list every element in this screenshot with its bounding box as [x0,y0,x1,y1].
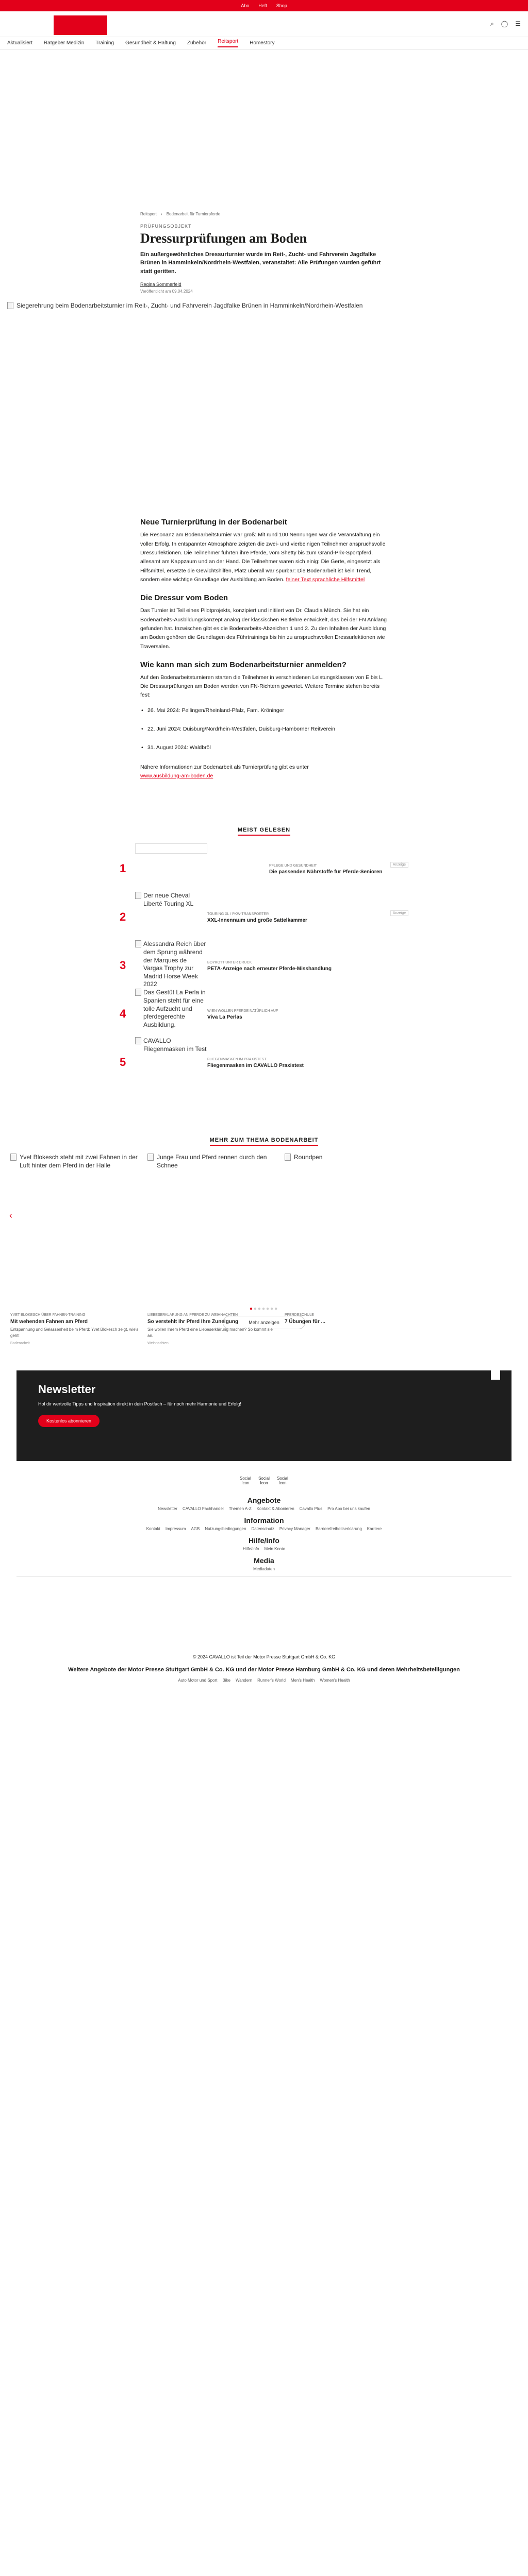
network-link[interactable]: Wandern [235,1678,253,1683]
main-navigation [0,37,528,49]
footer-link[interactable]: Datenschutz [251,1527,274,1532]
social-icon[interactable]: Social Icon [277,1476,288,1486]
related-card[interactable] [10,1154,139,1345]
paragraph: Auf den Bodenarbeitsturnieren starten die Teilnehmer in verschiedenen Leistungsklassen von E bis L. Die Dressurprüfungen am Boden werden von FN-Richtern gewertet. Weitere Termine stehen bereits fest: [140,674,384,699]
network-link[interactable]: Men's Health [290,1678,315,1683]
footer-link[interactable]: Mein Konto [264,1547,286,1552]
article-kicker: PRÜFUNGSOBJEKT [140,224,192,229]
card-kicker: LIEBESERKLÄRUNG AN PFERDE ZU WEIHNACHTEN [147,1313,238,1317]
hero-image [0,300,528,509]
teaser-kicker: BOYKOTT UNTER DRUCK [207,961,252,965]
list-item: • 26. Mai 2024: Pellingen/Rheinland-Pfalz, Fam. Kröninger [140,707,388,714]
hero-image-alt: Siegerehrung beim Bodenarbeitsturnier im Reit-, Zucht- und Fahrverein Jagdfalke Brünen in Hamminkeln/Nordrhein-Westfalen [16,302,363,310]
teaser-title[interactable]: Die passenden Nährstoffe für Pferde-Senioren [269,869,383,875]
footer-link[interactable]: AGB [191,1527,200,1532]
author-link[interactable]: Regina Sommerfeld [140,282,182,287]
external-link[interactable]: www.ausbildung-am-boden.de [140,773,213,779]
newsletter-image [491,1370,500,1380]
rank-number: 2 [120,910,126,924]
card-image: Roundpen [285,1154,414,1236]
footer-links [0,1506,528,1511]
teaser-image [135,843,207,854]
site-logo[interactable] [54,15,107,35]
network-heading: Weitere Angebote der Motor Presse Stuttgart GmbH & Co. KG und der Motor Presse Hamburg GmbH & Co. KG und deren Mehrheitsbeteiligungen [68,1667,460,1673]
card-tag: Bodenarbeit [10,1341,30,1345]
ad-badge: Anzeige [390,910,408,916]
footer-link[interactable]: Kontakt & Abonieren [256,1506,294,1512]
related-card[interactable] [285,1154,414,1325]
broken-image-icon [135,940,141,947]
top-bar [0,0,528,11]
teaser-title[interactable]: PETA-Anzeige nach erneuter Pferde-Misshandlung [207,966,332,972]
list-item: • 31. August 2024: Waldbröl [140,744,388,751]
footer-link[interactable]: Nutzungsbedingungen [205,1527,246,1532]
footer-link[interactable]: Pro Abo bei uns kaufen [327,1506,370,1512]
article-teaser: Ein außergewöhnliches Dressurturnier wurde im Reit-, Zucht- und Fahrverein Jagdfalke Brünen in Hamminkeln/Nordrhein-Westfalen, veranstaltet: Alle Prüfungen wurden geführt statt geritten. [140,251,381,275]
network-link[interactable]: Bike [222,1678,230,1683]
list-item[interactable] [120,940,408,988]
teaser-image: Das Gestüt La Perla in Spanien steht für eine tolle Aufzucht und pferdegerechte Ausbildung. [135,989,207,1025]
nav-item-aktuell[interactable]: Aktualisiert [7,40,32,46]
topbar-link-heft[interactable]: Heft [258,3,267,8]
ad-badge: Anzeige [390,862,408,868]
show-more-button[interactable]: Mehr anzeigen [223,1316,305,1329]
social-links [0,1477,528,1492]
topbar-link-abo[interactable]: Abo [241,3,250,8]
footer-heading: Hilfe/Info [249,1536,279,1545]
social-icon[interactable]: Social Icon [240,1476,251,1486]
newsletter-box [16,1370,512,1461]
network-link[interactable]: Runner's World [257,1678,286,1683]
footer-link[interactable]: Cavallo Plus [299,1506,323,1512]
section-title: MEIST GELESEN [120,827,408,833]
footer-links [0,1527,528,1531]
broken-image-icon [7,302,13,309]
card-title[interactable]: 7 Übungen für ... [285,1319,325,1325]
broken-image-icon [135,989,141,996]
section-heading: Neue Turnierprüfung in der Bodenarbeit [140,518,287,527]
nav-item-reitsport[interactable]: Reitsport [218,39,238,47]
card-image: Junge Frau und Pferd rennen durch den Schnee [147,1154,276,1236]
footer-links [0,1567,528,1571]
social-icon[interactable]: Social Icon [258,1476,270,1486]
teaser-kicker: WIEN WOLLEN PFERDE NATÜRLICH AUF [207,1009,278,1013]
list-item[interactable] [120,892,408,930]
footer-link[interactable]: Mediadaten [253,1567,275,1572]
card-description: Entspannung und Gelassenheit beim Pferd: Yvet Blokesch zeigt, wie's geht! [10,1327,139,1338]
teaser-image: Alessandra Reich über dem Sprung während der Marques de Vargas Trophy zur Madrid Horse Week 2022 [135,940,207,976]
footer-link[interactable]: Newsletter [158,1506,177,1512]
nav-item-gesundheit[interactable]: Gesundheit & Haltung [125,40,176,46]
rank-number: 1 [120,862,126,875]
card-description: Sie wollen Ihrem Pferd eine Liebeserklärung machen? So kommt sie an. [147,1327,273,1338]
carousel-dots[interactable]: ●●●●●●● [249,1306,279,1312]
paragraph: Nähere Informationen zur Bodenarbeit als Turnierprüfung gibt es unter www.ausbildung-am-boden.de [140,764,309,779]
broken-image-icon [10,1154,16,1161]
teaser-kicker: PFLEGE UND GESUNDHEIT [269,864,317,868]
page-title: Dressurprüfungen am Boden [140,231,307,246]
rank-number: 5 [120,1056,126,1069]
footer-link[interactable]: Hilfe/Info [242,1547,259,1552]
card-tag: Weihnachten [147,1341,169,1345]
date-list [140,707,388,751]
card-kicker: PFERDESCHULE [285,1313,314,1317]
most-read-section [120,827,408,1075]
card-title[interactable]: Mit wehenden Fahnen am Pferd [10,1319,88,1325]
teaser-title[interactable]: Fliegenmasken im CAVALLO Praxistest [207,1063,304,1069]
rank-number: 4 [120,1007,126,1021]
teaser-image: Der neue Cheval Liberté Touring XL [135,892,207,928]
teaser-kicker: TOURING XL / PKW-TRANSPORTER [207,912,269,917]
newsletter-text: Hol dir wertvolle Tipps und Inspiration direkt in dein Postfach – für noch mehr Harmonie und Erfolg! [38,1401,241,1407]
inline-link[interactable]: feiner Text sprachliche Hilfsmittel [286,576,365,583]
teaser-kicker: FLIEGENMASKEN IM PRAXISTEST [207,1058,267,1062]
list-item: • 22. Juni 2024: Duisburg/Nordrhein-Westfalen, Duisburg-Hamborner Reitverein [140,726,388,732]
card-image: Yvet Blokesch steht mit zwei Fahnen in der Luft hinter dem Pferd in der Halle [10,1154,139,1236]
footer-link[interactable]: Impressum [165,1527,186,1532]
card-title[interactable]: So verstehlt Ihr Pferd Ihre Zuneigung [147,1319,239,1325]
broken-image-icon [135,1037,141,1044]
site-footer [0,1477,528,1683]
article-body [140,518,388,781]
article-header [140,212,388,294]
broken-image-icon [285,1154,291,1161]
chevron-left-icon[interactable]: ‹ [9,1210,12,1221]
user-icon[interactable]: ◯ [501,20,508,27]
footer-links [0,1547,528,1551]
paragraph: Das Turnier ist Teil eines Pilotprojekts, konzipiert und initiiert von Dr. Claudia Münch. Sie hat ein Bodenarbeits-Ausbildungskonzept analog der klassischen Reitlehre entwickelt, das bei der FN Anklang gefunden hat. Inzwischen gibt es die Bodenarbeits-Abzeichen 1 und 2. Zu den Inhalten der Ausbildung am Boden gehören die Grundlagen des Führtrainings bis hin zu anspruchsvollen Dressurlektionen wie Traversalen. [140,607,387,650]
related-section [0,1137,528,1345]
subscribe-button[interactable]: Kostenlos abonnieren [38,1415,100,1427]
nav-item-homestory[interactable]: Homestory [250,40,275,46]
ad-slot [0,49,528,212]
broken-image-icon [135,892,141,899]
site-header [0,11,528,37]
teaser-image: CAVALLO Fliegenmasken im Test [135,1037,207,1073]
breadcrumb-item[interactable]: Bodenarbeit für Turnierpferde [166,212,221,216]
nav-item-ratgeber[interactable]: Ratgeber Medizin [43,40,85,46]
network-link[interactable]: Auto Motor und Sport [178,1678,218,1683]
footer-heading: Information [244,1516,284,1525]
publish-date: Veröffentlicht am 09.04.2024 [140,289,193,294]
breadcrumb-separator: › [161,212,162,216]
teaser-title[interactable]: XXL-Innenraum und große Sattelkammer [207,918,307,924]
paragraph: Die Resonanz am Bodenarbeitsturnier war groß: Mit rund 100 Nennungen war die Veranstaltung ein voller Erfolg. In entspannter Atmosphäre zeigten die zwei- und vierbeinigen Teilnehmer anspruchsvolle Dressurlektionen. Die Teilnehmer führten ihre Pferde, vom Shetty bis zum Grand-Prix-Sportpferd, allesamt am Kappzaum und an der Hand. Die Teilnehmer waren sich einig: Die Gerte, eingesetzt als Hilfsmittel, ersetzte die Gewichtshilfen, Platz überall war spürbar: Die Bodenarbeit ist kein Trend, sondern eine wichtige Grundlage der Ausbildung am Boden. feiner Text sprachliche Hilfsmittel [140,532,386,583]
footer-link[interactable]: Privacy Manager [279,1527,310,1532]
footer-heading: Media [254,1556,274,1565]
footer-heading: Angebote [247,1496,281,1505]
newsletter-title: Newsletter [38,1383,96,1396]
footer-link[interactable]: Themen A-Z [228,1506,252,1512]
list-item[interactable] [120,843,408,882]
teaser-title[interactable]: Viva La Perlas [207,1014,242,1021]
section-heading: Wie kann man sich zum Bodenarbeitsturnier anmelden? [140,660,346,669]
broken-image-icon [147,1154,154,1161]
breadcrumb [140,212,388,216]
article-meta [140,289,388,294]
footer-link[interactable]: Karriere [367,1527,382,1532]
footer-link[interactable]: Kontakt [146,1527,160,1532]
list-item[interactable] [120,1037,408,1075]
nav-item-training[interactable]: Training [95,40,114,46]
card-kicker: YVET BLOKESCH ÜBER FAHNEN-TRAINING [10,1313,86,1317]
rank-number: 3 [120,959,126,972]
nav-item-zubehoer[interactable]: Zubehör [187,40,207,46]
footer-link[interactable]: CAVALLO Fachhandel [182,1506,224,1512]
search-icon[interactable]: ⌕ [490,20,494,27]
section-title: MEHR ZUM THEMA BODENARBEIT [0,1137,528,1143]
section-heading: Die Dressur vom Boden [140,594,228,603]
menu-icon[interactable]: ☰ [515,20,521,27]
network-link[interactable]: Women's Health [320,1678,350,1683]
list-item[interactable] [120,989,408,1027]
footer-link[interactable]: Barrierefreiheitserklärung [315,1527,362,1532]
topbar-link-shop[interactable]: Shop [276,3,287,8]
breadcrumb-item[interactable]: Reitsport [140,212,157,216]
network-links [0,1678,528,1683]
copyright: © 2024 CAVALLO ist Teil der Motor Presse Stuttgart GmbH & Co. KG [192,1654,336,1660]
